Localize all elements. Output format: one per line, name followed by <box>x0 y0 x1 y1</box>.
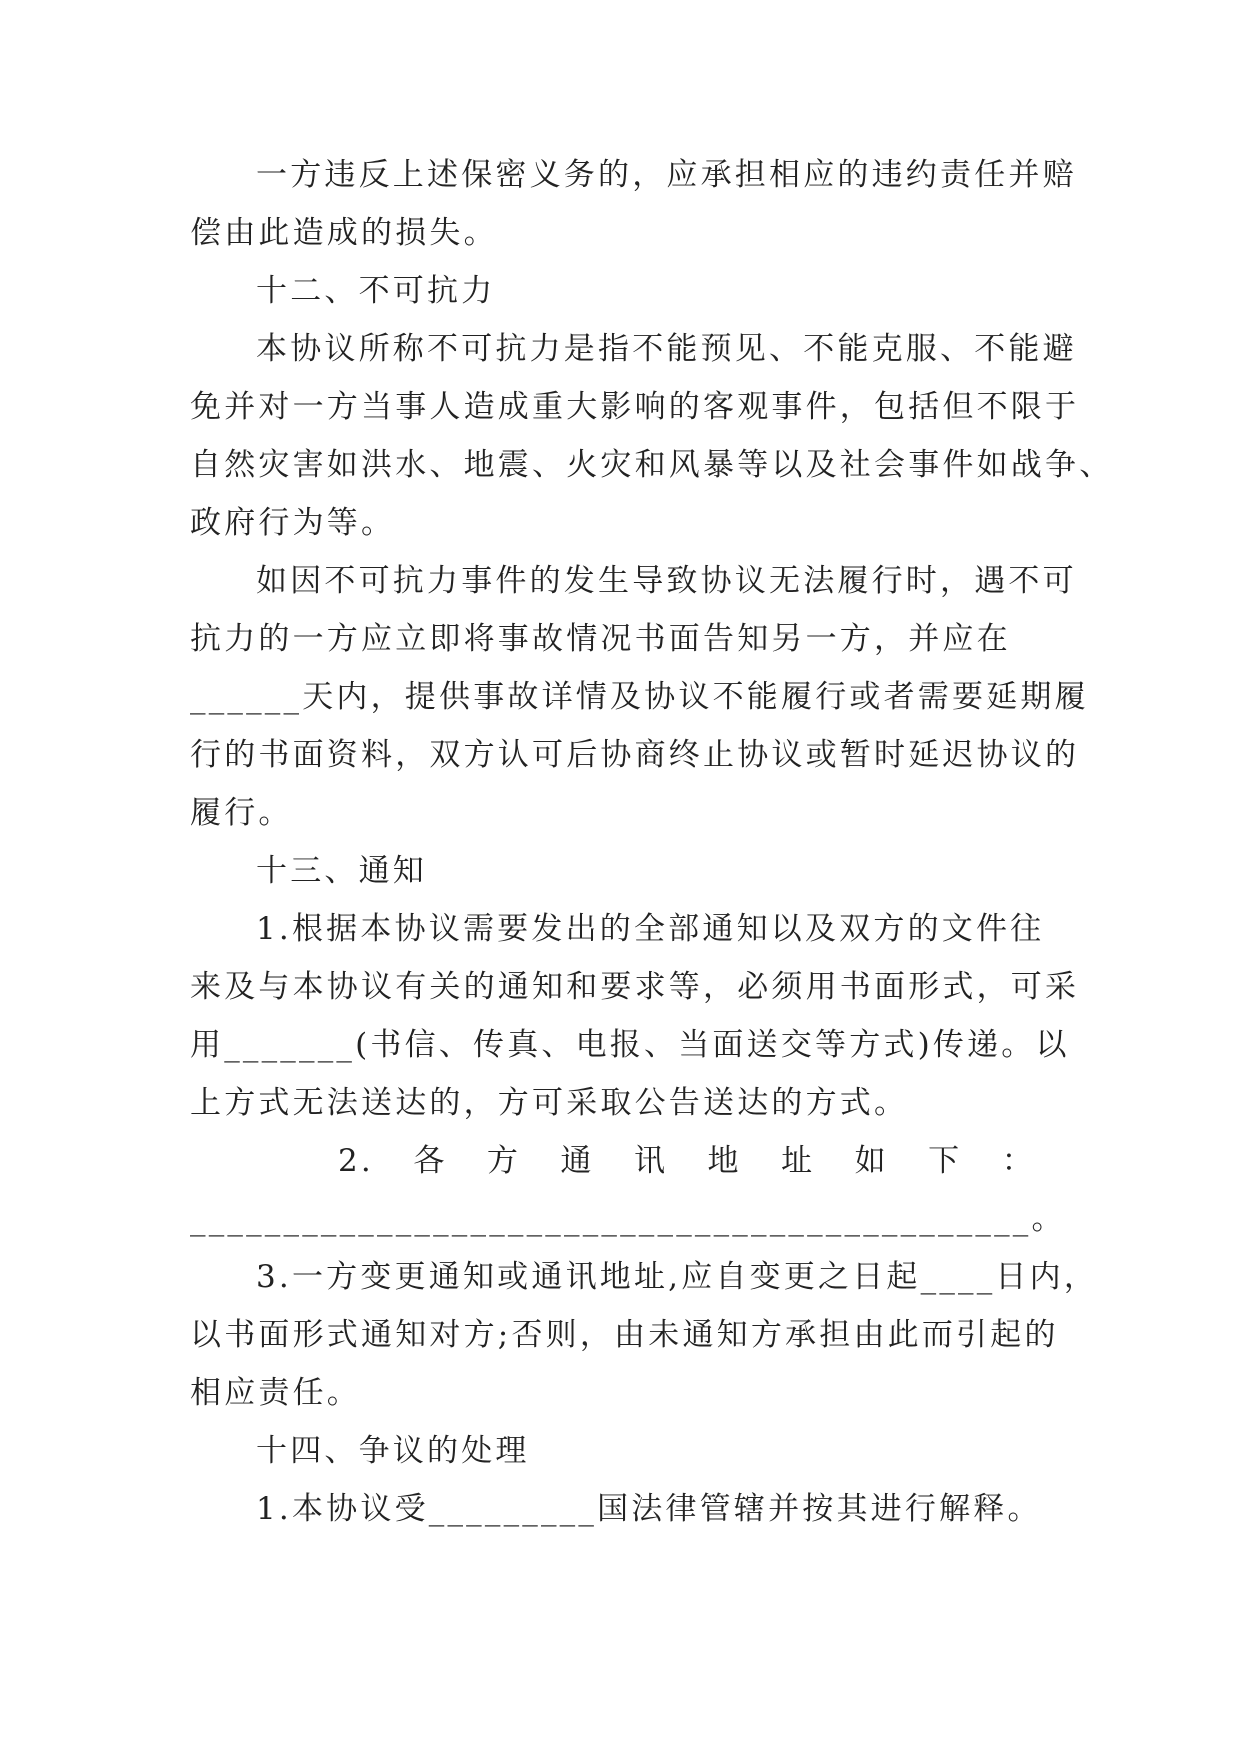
paragraph-line: 1.本协议受_________国法律管辖并按其进行解释。 <box>256 1491 1042 1527</box>
address-spread-line <box>190 1132 1048 1190</box>
spread-char: 2. <box>338 1143 374 1179</box>
paragraph-line: 1.根据本协议需要发出的全部通知以及双方的文件往 <box>256 911 1045 947</box>
spread-char: 讯 <box>633 1143 669 1179</box>
paragraph-line: 来及与本协议有关的通知和要求等，必须用书面形式，可采 <box>190 969 1080 1005</box>
paragraph-line: 本协议所称不可抗力是指不能预见、不能克服、不能避 <box>256 331 1077 367</box>
spread-char: 通 <box>560 1143 595 1179</box>
paragraph-line: 一方违反上述保密义务的，应承担相应的违约责任并赔 <box>256 157 1077 193</box>
section-heading-force-majeure: 十二、不可抗力 <box>256 273 496 309</box>
address-blank-line: _____________________________________________。 <box>190 1201 1066 1237</box>
paragraph-line: 3.一方变更通知或通讯地址,应自变更之日起____日内， <box>256 1259 1099 1295</box>
paragraph-line: 偿由此造成的损失。 <box>190 215 498 251</box>
paragraph-line: 免并对一方当事人造成重大影响的客观事件，包括但不限于 <box>190 389 1080 425</box>
paragraph-line: 如因不可抗力事件的发生导致协议无法履行时，遇不可 <box>256 563 1077 599</box>
section-heading-dispute: 十四、争议的处理 <box>256 1433 530 1469</box>
spread-char: 如 <box>854 1143 889 1179</box>
spread-char: 方 <box>486 1143 522 1179</box>
paragraph-line: 以书面形式通知对方;否则，由未通知方承担由此而引起的 <box>190 1317 1059 1353</box>
spread-char: 地 <box>707 1143 742 1179</box>
spread-char: 下 <box>928 1143 963 1179</box>
spread-char: ： <box>1001 1143 1036 1179</box>
document-body <box>190 146 1114 1538</box>
paragraph-line: 自然灾害如洪水、地震、火灾和风暴等以及社会事件如战争、 <box>190 447 1114 483</box>
spread-char: 各 <box>413 1143 448 1179</box>
paragraph-line: 相应责任。 <box>190 1375 361 1411</box>
paragraph-line: 上方式无法送达的，方可采取公告送达的方式。 <box>190 1085 909 1121</box>
paragraph-line: 履行。 <box>190 795 293 831</box>
paragraph-line: ______天内，提供事故详情及协议不能履行或者需要延期履 <box>190 679 1089 715</box>
paragraph-line: 用_______(书信、传真、电报、当面送交等方式)传递。以 <box>190 1027 1070 1063</box>
paragraph-line: 抗力的一方应立即将事故情况书面告知另一方，并应在 <box>190 621 1011 657</box>
section-heading-notice: 十三、通知 <box>256 853 427 889</box>
paragraph-line: 政府行为等。 <box>190 505 396 541</box>
paragraph-line: 行的书面资料，双方认可后协商终止协议或暂时延迟协议的 <box>190 737 1080 773</box>
spread-char: 址 <box>781 1143 816 1179</box>
